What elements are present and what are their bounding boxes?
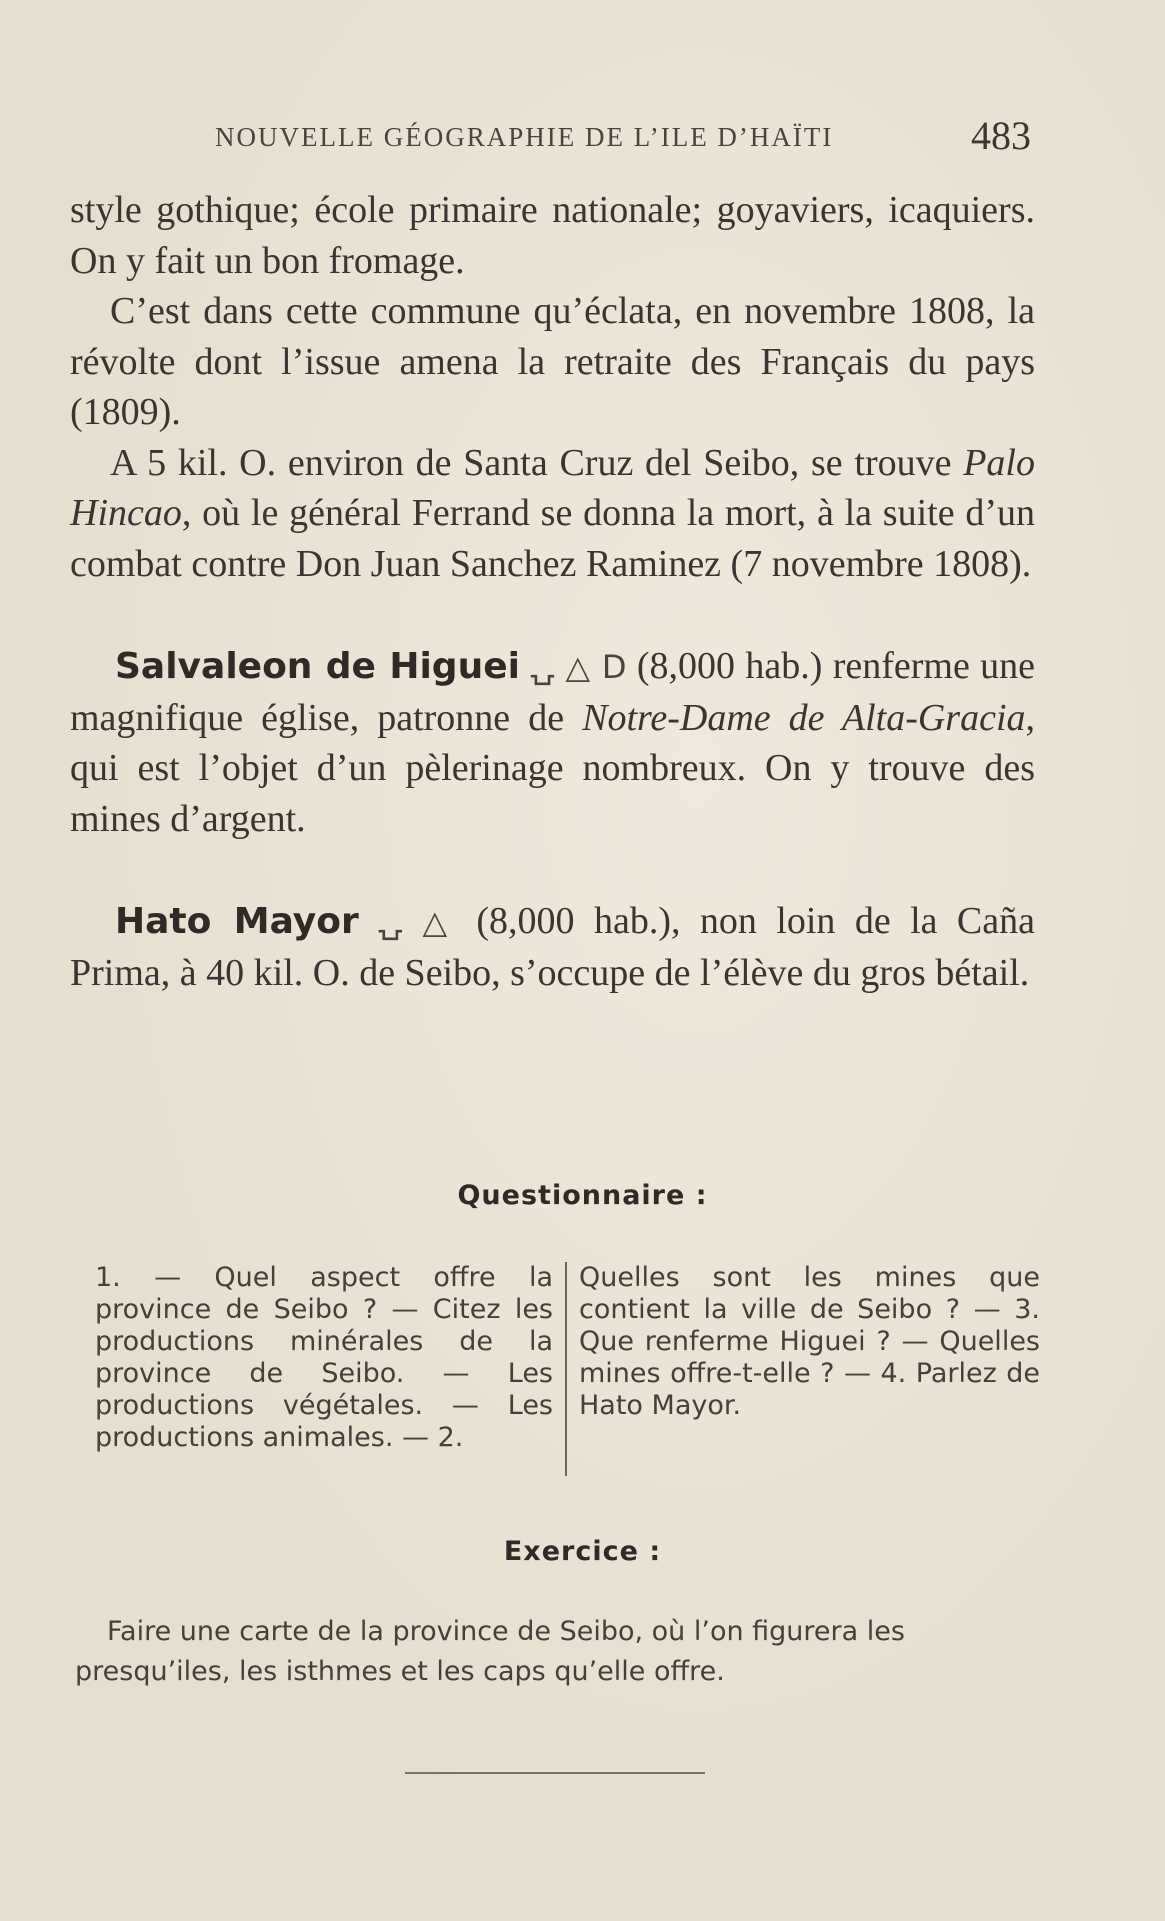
map-symbols-icon: ⍽ △: [378, 903, 457, 941]
paragraph-1: style gothique; école primaire nationale; goyaviers, icaquiers. On y fait un bon fromage.: [70, 189, 1035, 282]
questionnaire: [95, 1262, 1040, 1487]
paragraph-3-text-b: , où le général Ferrand se donna la mort, à la suite d’un combat contre Don Juan Sanchez Raminez (7 novembre 1808).: [70, 492, 1035, 585]
entry-hato-mayor: [70, 896, 1035, 998]
questionnaire-heading: Questionnaire :: [457, 1180, 708, 1211]
body-text: [70, 185, 1035, 998]
paragraph-3: [70, 438, 1035, 590]
church-name: Notre-Dame de Alta-Gracia: [582, 696, 1026, 739]
end-divider: [405, 1772, 705, 1774]
map-symbols-icon: ⍽ △ D: [530, 648, 627, 686]
paragraph-3-text-a: A 5 kil. O. environ de Santa Cruz del Seibo, se trouve: [110, 441, 964, 484]
exercise-text: Faire une carte de la province de Seibo, où l’on figurera les presqu’iles, les isthmes et les caps qu’elle offre.: [75, 1616, 905, 1687]
running-title: NOUVELLE GÉOGRAPHIE DE L’ILE D’HAÏTI: [215, 122, 834, 152]
entry-hato-mayor-text: (8,000 hab.), non loin de la Caña Prima, à 40 kil. O. de Seibo, s’occupe de l’élève du gros bétail.: [70, 900, 1035, 994]
entry-title-salvaleon: Salvaleon de Higuei: [115, 646, 520, 687]
exercise-heading: Exercice :: [503, 1536, 662, 1567]
entry-salvaleon-text-a: (8,000 hab.) renferme une magnifique église, patronne de: [70, 645, 1036, 739]
questionnaire-right-column: Quelles sont les mines que contient la ville de Seibo ? — 3. Que renferme Higuei ? — Quelles mines offre-t-elle ? — 4. Parlez de Hato Mayor.: [579, 1262, 1040, 1421]
paragraph-2: C’est dans cette commune qu’éclata, en novembre 1808, la révolte dont l’issue amena la retraite des Français du pays (1809).: [70, 290, 1035, 433]
page-header: [215, 112, 1035, 162]
entry-title-hato-mayor: Hato Mayor: [115, 901, 359, 942]
entry-salvaleon-text-b: , qui est l’objet d’un pèlerinage nombreux. On y trouve des mines d’argent.: [70, 696, 1035, 840]
place-name-palo-hincao: Palo Hincao: [70, 441, 1035, 534]
entry-salvaleon: [70, 641, 1035, 844]
page-number: 483: [971, 113, 1031, 158]
questionnaire-left-column: 1. — Quel aspect offre la province de Seibo ? — Citez les productions minérales de la province de Seibo. — Les productions végétales. — Les productions animales. — 2.: [95, 1262, 567, 1476]
